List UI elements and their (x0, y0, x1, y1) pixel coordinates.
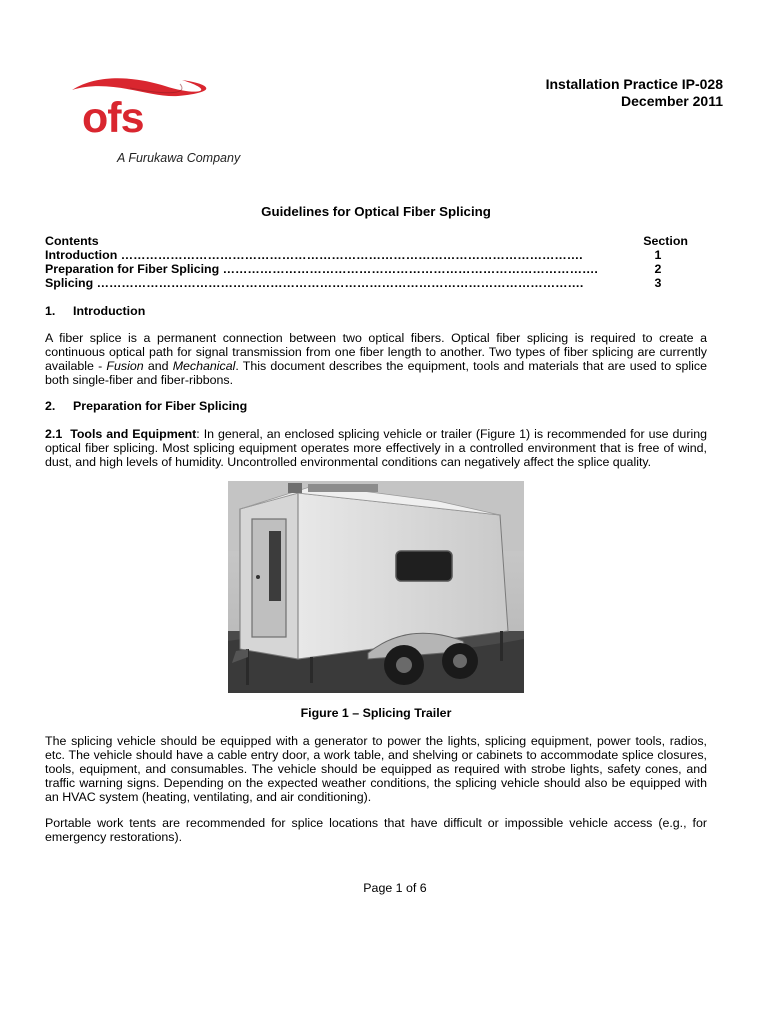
tools-equipment-text: : In general, an enclosed splicing vehicle or trailer (Figure 1) is recommended for use during optical fiber splicing. Most splicing equipment operates more effectively in a controlled environment that is free of wind, dust, and high levels of humidity. Uncontrolled environmental conditions can negatively affect the splice quality. (45, 427, 707, 469)
toc-entry-label: Introduction …………………………………………………………………………………………………. (45, 248, 583, 262)
toc-entry-section: 3 (654, 276, 662, 290)
intro-fusion: Fusion (106, 359, 144, 373)
page-title: Guidelines for Optical Fiber Splicing (261, 204, 491, 219)
intro-text-2: . This document describes the equipment, tools and materials that are used to splice both single-fiber and fiber-ribbons. (45, 359, 708, 387)
section-title: Preparation for Fiber Splicing (73, 399, 248, 413)
toc-section-heading: Section (643, 234, 688, 248)
toc-entry-label: Preparation for Fiber Splicing ………………………………………………………………………………. (45, 262, 598, 276)
tools-equipment-paragraph (45, 427, 707, 469)
figure-caption: Figure 1 – Splicing Trailer (300, 706, 452, 720)
document-header (546, 76, 723, 110)
toc-entry-section: 1 (654, 248, 662, 262)
vehicle-paragraph: The splicing vehicle should be equipped with a generator to power the lights, splicing equipment, power tools, radios, etc. The vehicle should have a cable entry door, a work table, and shelving or cabinets to accommodate splice closures, tools, equipment, and consumables. The vehicle should be equipped as required with strobe lights, safety cones, and traffic warning signs. Depending on the expected weather conditions, the splicing vehicle should also be equipped with an HVAC system (heating, ventilating, and air conditioning). (45, 734, 707, 804)
intro-and: and (143, 359, 173, 373)
intro-mechanical: Mechanical (172, 359, 236, 373)
section-heading-introduction (45, 304, 145, 318)
toc-entry-label: Splicing ………………………………………………………………………………………………………. (45, 276, 584, 290)
subsection-number: 2.1 (45, 427, 63, 441)
logo-wordmark: ofs (82, 94, 144, 142)
document-id: Installation Practice IP-028 (545, 76, 723, 92)
section-heading-preparation (45, 399, 247, 413)
logo-tagline: A Furukawa Company (117, 151, 241, 165)
toc-entry-section: 2 (654, 262, 662, 276)
intro-text-1: A fiber splice is a permanent connection between two optical fibers. Optical fiber splicing is required to create a continuous optical path for signal transmission from one fiber length to another. Two types of fiber splicing are currently available - (45, 331, 707, 373)
section-number: 2. (45, 399, 56, 413)
toc-entry[interactable] (45, 276, 688, 290)
toc-header-row (45, 234, 688, 248)
introduction-paragraph (45, 331, 707, 387)
table-of-contents (45, 234, 688, 290)
work-tents-paragraph: Portable work tents are recommended for splice locations that have difficult or impossible vehicle access (e.g., for emergency restorations). (45, 816, 707, 844)
document-date: December 2011 (621, 93, 723, 109)
toc-entry[interactable] (45, 262, 688, 276)
section-number: 1. (45, 304, 56, 318)
subsection-title: Tools and Equipment (70, 427, 197, 441)
splicing-trailer-photo (228, 481, 524, 693)
toc-entry[interactable] (45, 248, 688, 262)
toc-heading: Contents (45, 234, 99, 248)
ofs-logo (70, 74, 255, 169)
section-title: Introduction (73, 304, 146, 318)
page-number: Page 1 of 6 (363, 881, 427, 895)
